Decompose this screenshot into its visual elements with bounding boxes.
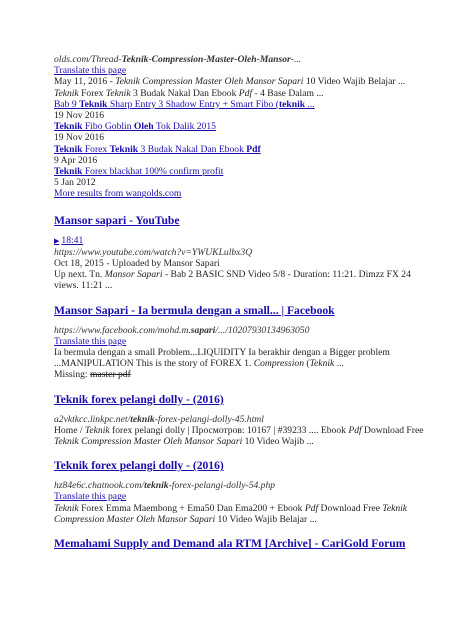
result-url: https://www.youtube.com/watch?v=YWUKLulbx3Q (54, 246, 253, 258)
result-title-link[interactable]: Memahami Supply and Demand ala RTM [Archive] - CariGold Forum (54, 537, 406, 551)
translate-link[interactable]: Translate this page (54, 65, 127, 77)
result-title-link[interactable]: Teknik forex pelangi dolly - (2016) (54, 459, 224, 473)
sublink-date: 19 Nov 2016 (54, 132, 105, 144)
result-url: a2vktkcc.linkpc.net/teknik-forex-pelangi-dolly-45.html (54, 413, 264, 425)
result-url: olds.com/Thread-Teknik-Compression-Master-Oleh-Mansor-... (54, 54, 302, 65)
result-url: hz84e6c.chatnook.com/teknik-forex-pelangi-dolly-54.php (54, 480, 276, 492)
results-list (54, 54, 426, 551)
result-title-link[interactable]: Mansor sapari - YouTube (54, 213, 180, 227)
sublink[interactable]: Teknik Forex blackhat 100% confirm profit (54, 166, 224, 178)
result-title-link[interactable]: Mansor Sapari - Ia bermula dengan a small... | Facebook (54, 303, 335, 317)
result-snippet: views. 11:21 ... (54, 280, 113, 292)
result-snippet: Ia bermula dengan a small Problem...LIQUIDITY Ia berakhir dengan a Bigger problem (54, 347, 390, 359)
result-snippet: Teknik Forex Emma Maembong + Ema50 Dan Ema200 + Ebook Pdf Download Free Teknik (54, 502, 408, 514)
result-url: https://www.facebook.com/mohd.m.sapari/.../10207930134963050 (54, 324, 310, 336)
more-results-link[interactable]: More results from wangolds.com (54, 188, 182, 200)
result-snippet: ...MANIPULATION This is the story of FOREX 1. Compression (Teknik ... (54, 358, 344, 370)
result-snippet: Home / Teknik forex pelangi dolly | Просмотров: 10167 | #39233 .... Ebook Pdf Download Free (54, 424, 424, 436)
result-meta: Oct 18, 2015 - Uploaded by Mansor Sapari (54, 258, 220, 270)
missing-terms: Missing: master pdf (54, 369, 131, 381)
result-title-link[interactable]: Teknik forex pelangi dolly - (2016) (54, 392, 224, 406)
sublink-date: 5 Jan 2012 (54, 177, 96, 189)
result-snippet: Up next. Tn. Mansor Sapari - Bab 2 BASIC SND Video 5/8 - Duration: 11:21. Dimzz FX 24 (54, 269, 411, 281)
sublink[interactable]: Teknik Forex Teknik 3 Budak Nakal Dan Ebook Pdf (54, 143, 261, 155)
result-snippet: May 11, 2016 - Teknik Compression Master Oleh Mansor Sapari 10 Video Wajib Belajar ... (54, 76, 406, 88)
sublink-date: 19 Nov 2016 (54, 110, 105, 122)
result-snippet: Teknik Compression Master Oleh Mansor Sapari 10 Video Wajib ... (54, 436, 314, 448)
translate-link[interactable]: Translate this page (54, 491, 127, 503)
translate-link[interactable]: Translate this page (54, 335, 127, 347)
play-icon: ▶ (54, 236, 60, 245)
sublink-date: 9 Apr 2016 (54, 154, 98, 166)
sublink[interactable]: Teknik Fibo Goblin Oleh Tok Dalik 2015 (54, 121, 216, 133)
result-snippet: Teknik Forex Teknik 3 Budak Nakal Dan Ebook Pdf - 4 Base Dalam ... (54, 87, 324, 99)
sublink[interactable]: Bab 9 Teknik Sharp Entry 3 Shadow Entry + Smart Fibo (teknik ... (54, 98, 315, 110)
video-duration-link[interactable]: ▶ 18:41 (54, 234, 84, 246)
result-snippet: Compression Master Oleh Mansor Sapari 10 Video Wajib Belajar ... (54, 513, 317, 525)
